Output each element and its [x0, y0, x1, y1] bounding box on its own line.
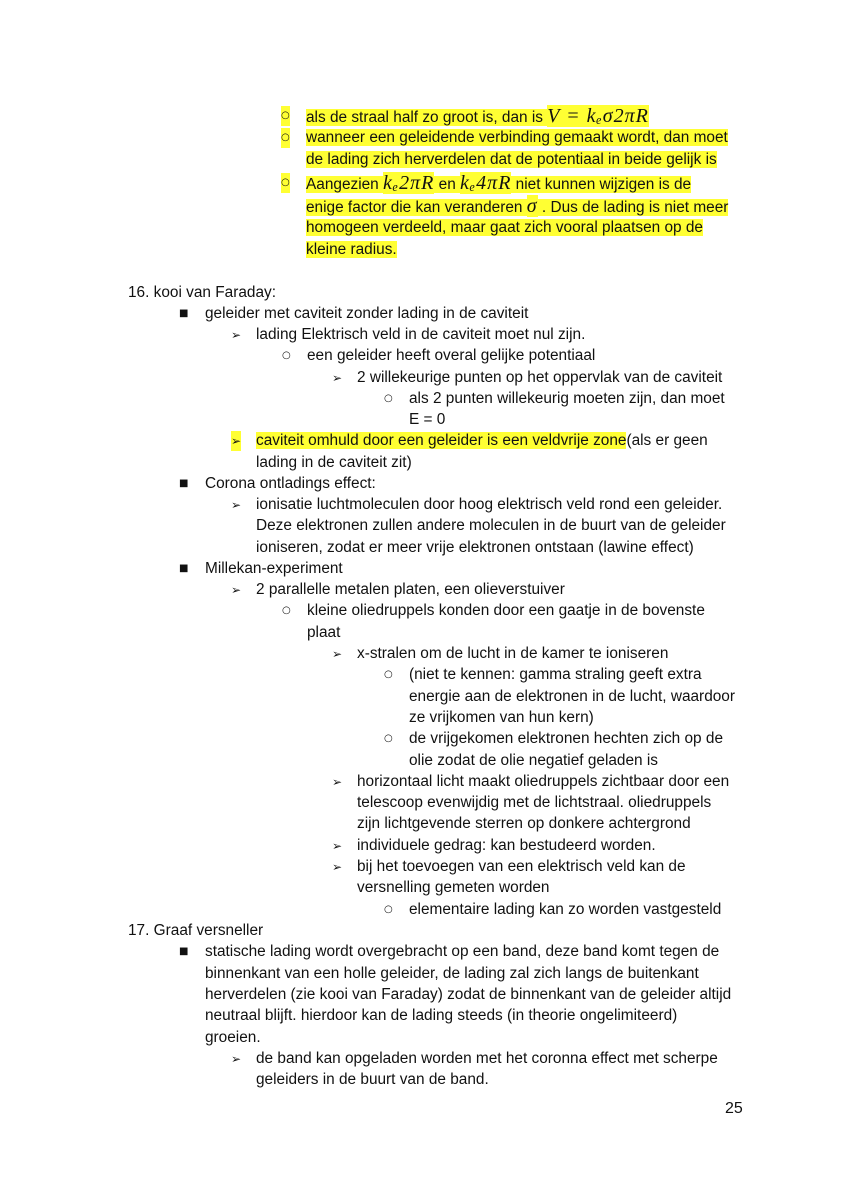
- text-run: Aangezien: [306, 176, 384, 193]
- ring-bullet-icon: ○: [384, 393, 393, 404]
- text-run: de band kan opgeladen worden met het coronna effect met scherpe: [256, 1050, 718, 1067]
- text-run: enige factor die kan veranderen: [306, 199, 527, 216]
- text-line: [306, 106, 649, 128]
- text-line: [306, 218, 703, 238]
- text-line: [357, 644, 668, 664]
- text-run: ioniseren, zodat er meer vrije elektronen ontstaan (lawine effect): [256, 539, 694, 556]
- text-line: [357, 772, 729, 792]
- text-run: zijn lichtgevende sterren op donkere achtergrond: [357, 815, 691, 832]
- text-run: herverdelen (zie kooi van Faraday) zodat de binnenkant van de geleider altijd: [205, 986, 732, 1003]
- text-line: [205, 985, 731, 1005]
- text-run: Corona ontladings effect:: [205, 475, 376, 492]
- text-line: [357, 368, 722, 388]
- text-line: [307, 346, 595, 366]
- text-run: telescoop evenwijdig met de lichtstraal. oliedruppels: [357, 794, 712, 811]
- text-line: [256, 1070, 489, 1090]
- text-run: energie aan de elektronen in de lucht, waardoor: [409, 688, 735, 705]
- text-run: statische lading wordt overgebracht op een band, deze band komt tegen de: [205, 943, 720, 960]
- text-line: [205, 1028, 261, 1048]
- text-run: lading Elektrisch veld in de caviteit moet nul zijn.: [256, 326, 586, 343]
- text-line: [306, 150, 717, 170]
- text-line: [128, 921, 263, 941]
- text-run: 2 parallelle metalen platen, een olieverstuiver: [256, 581, 565, 598]
- ring-bullet-icon: ○: [282, 605, 291, 616]
- ring-bullet-icon: ○: [384, 669, 393, 680]
- text-run: homogeen verdeeld, maar gaat zich vooral plaatsen op de: [306, 219, 703, 236]
- text-run: de lading zich herverdelen dat de potentiaal in beide gelijk is: [306, 151, 717, 168]
- square-bullet-icon: ■: [179, 478, 189, 489]
- text-line: [256, 1049, 718, 1069]
- text-run: en: [434, 176, 461, 193]
- text-line: [256, 538, 694, 558]
- text-line: [256, 325, 585, 345]
- square-bullet-icon: ■: [179, 563, 189, 574]
- page-number: 25: [725, 1100, 743, 1117]
- text-run: binnenkant van een holle geleider, de lading zal zich langs de buitenkant: [205, 965, 699, 982]
- text-run: elementaire lading kan zo worden vastgesteld: [409, 901, 722, 918]
- arrow-bullet-icon: ➢: [231, 1052, 242, 1066]
- text-run: (als er geen: [626, 432, 708, 449]
- text-line: [256, 431, 708, 451]
- arrow-bullet-icon: ➢: [231, 583, 242, 597]
- arrow-bullet-icon: ➢: [332, 647, 343, 661]
- text-run: Millekan-experiment: [205, 560, 343, 577]
- text-line: [306, 240, 397, 260]
- ring-bullet-icon: ○: [281, 128, 290, 148]
- text-line: [409, 708, 594, 728]
- text-run: niet kunnen wijzigen is de: [511, 176, 692, 193]
- text-run: plaat: [307, 624, 341, 641]
- text-run: olie zodat de olie negatief geladen is: [409, 752, 659, 769]
- ring-bullet-icon: ○: [384, 733, 393, 744]
- text-run: 16. kooi van Faraday:: [128, 284, 277, 301]
- text-line: [409, 410, 445, 430]
- text-run: 17. Graaf versneller: [128, 922, 264, 939]
- text-line: [256, 580, 565, 600]
- text-run: ze vrijkomen van hun kern): [409, 709, 594, 726]
- text-run: Deze elektronen zullen andere moleculen in de buurt van de geleider: [256, 517, 726, 534]
- text-run: 2 willekeurige punten op het oppervlak van de caviteit: [357, 369, 723, 386]
- text-run: als 2 punten willekeurig moeten zijn, dan moet: [409, 390, 725, 407]
- text-line: [357, 857, 686, 877]
- text-line: [409, 729, 723, 749]
- arrow-bullet-icon: ➢: [332, 839, 343, 853]
- text-run: horizontaal licht maakt oliedruppels zichtbaar door een: [357, 773, 730, 790]
- text-line: [205, 964, 699, 984]
- text-line: [409, 665, 702, 685]
- arrow-bullet-icon: ➢: [231, 498, 242, 512]
- text-line: [357, 814, 691, 834]
- text-run: groeien.: [205, 1029, 261, 1046]
- text-run: individuele gedrag: kan bestudeerd worden.: [357, 837, 656, 854]
- text-line: [205, 559, 343, 579]
- ring-bullet-icon: ○: [281, 173, 290, 193]
- text-run: ionisatie luchtmoleculen door hoog elektrisch veld rond een geleider.: [256, 496, 723, 513]
- text-run: neutraal blijft. hierdoor kan de lading steeds (in theorie ongelimiteerd): [205, 1007, 678, 1024]
- text-run: wanneer een geleidende verbinding gemaakt wordt, dan moet: [306, 129, 728, 146]
- text-line: [409, 751, 658, 771]
- text-run: lading in de caviteit zit): [256, 454, 412, 471]
- text-line: [409, 900, 721, 920]
- text-line: [205, 474, 376, 494]
- ring-bullet-icon: ○: [384, 904, 393, 915]
- text-line: [256, 516, 726, 536]
- text-run: versnelling gemeten worden: [357, 879, 550, 896]
- text-line: [205, 304, 528, 324]
- text-line: [306, 196, 728, 218]
- text-run: E = 0: [409, 411, 446, 428]
- text-run: geleiders in de buurt van de band.: [256, 1071, 489, 1088]
- text-line: [306, 128, 728, 148]
- text-run: kleine radius.: [306, 241, 397, 258]
- text-run: de vrijgekomen elektronen hechten zich op de: [409, 730, 723, 747]
- square-bullet-icon: ■: [179, 308, 189, 319]
- highlighted-text: caviteit omhuld door een geleider is een veldvrije zone: [256, 432, 627, 449]
- text-line: [307, 623, 340, 643]
- text-line: [128, 283, 276, 303]
- arrow-bullet-icon: ➢: [231, 328, 242, 342]
- text-run: (niet te kennen: gamma straling geeft extra: [409, 666, 702, 683]
- text-line: [409, 687, 735, 707]
- text-run: geleider met caviteit zonder lading in de caviteit: [205, 305, 529, 322]
- arrow-bullet-icon: ➢: [332, 860, 343, 874]
- text-run: kleine oliedruppels konden door een gaatje in de bovenste: [307, 602, 705, 619]
- arrow-bullet-icon: ➢: [231, 431, 241, 451]
- text-run: een geleider heeft overal gelijke potentiaal: [307, 347, 596, 364]
- text-line: [409, 389, 725, 409]
- math-formula: kₑ2πR: [383, 172, 435, 194]
- arrow-bullet-icon: ➢: [332, 775, 343, 789]
- text-line: [307, 601, 705, 621]
- text-line: [357, 878, 550, 898]
- arrow-bullet-icon: ➢: [332, 371, 343, 385]
- math-formula: σ: [526, 195, 538, 217]
- math-formula: kₑ4πR: [460, 172, 512, 194]
- text-line: [205, 1006, 677, 1026]
- math-formula: V = kₑσ2πR: [547, 105, 649, 127]
- text-run: bij het toevoegen van een elektrisch veld kan de: [357, 858, 686, 875]
- text-run: . Dus de lading is niet meer: [537, 199, 729, 216]
- text-line: [306, 173, 691, 195]
- text-line: [357, 836, 656, 856]
- ring-bullet-icon: ○: [282, 350, 291, 361]
- text-line: [205, 942, 719, 962]
- square-bullet-icon: ■: [179, 946, 189, 957]
- text-line: [357, 793, 711, 813]
- ring-bullet-icon: ○: [281, 106, 290, 126]
- text-run: x-stralen om de lucht in de kamer te ioniseren: [357, 645, 669, 662]
- text-run: als de straal half zo groot is, dan is: [306, 109, 548, 126]
- text-line: [256, 495, 722, 515]
- text-line: [256, 453, 412, 473]
